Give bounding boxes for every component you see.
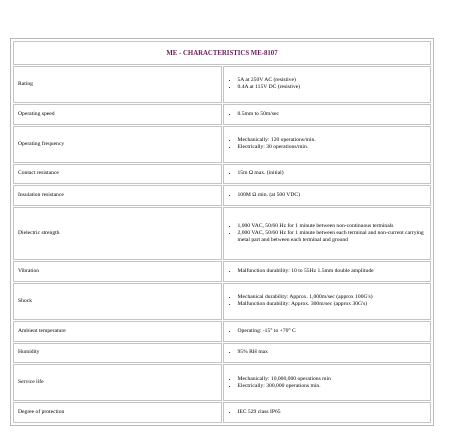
row-value <box>223 364 432 401</box>
value-item: • Electrically: 30 operations/min. <box>238 144 427 151</box>
table-row <box>13 261 431 282</box>
value-item: • Mechanical durability: Approx. 1,000m/sec (approx 100G's) <box>238 294 427 301</box>
table-row <box>13 364 431 401</box>
row-label: Shock <box>13 283 222 320</box>
row-value <box>223 283 432 320</box>
table-title: ME - CHARACTERISTICS ME-8107 <box>13 41 431 65</box>
value-item: • IEC 529 class IP65 <box>238 409 427 416</box>
row-value <box>223 126 432 163</box>
table-row <box>13 207 431 260</box>
value-list <box>228 294 427 308</box>
value-item: • Malfunction durability: Approx. 300m/sec (approx 30G's) <box>238 301 427 308</box>
row-label: Humidity <box>13 343 222 364</box>
table-row <box>13 283 431 320</box>
table-row <box>13 66 431 103</box>
value-item: • Malfunction durability: 10 to 55Hz 1.5mm double amplitude <box>238 268 427 275</box>
row-value <box>223 343 432 364</box>
value-list <box>228 111 427 118</box>
characteristics-table-frame <box>10 38 434 426</box>
value-list <box>228 349 427 356</box>
value-item: • 95% RH max <box>238 349 427 356</box>
row-value <box>223 104 432 125</box>
row-value <box>223 321 432 342</box>
value-item: • 15m Ω max. (initial) <box>238 170 427 177</box>
value-list <box>228 137 427 151</box>
value-item: • 100M Ω min. (at 500 VDC) <box>238 192 427 199</box>
row-value <box>223 207 432 260</box>
row-value <box>223 402 432 423</box>
row-value <box>223 66 432 103</box>
row-label: Vibration <box>13 261 222 282</box>
row-label: Rating <box>13 66 222 103</box>
value-list <box>228 77 427 91</box>
value-list <box>228 376 427 390</box>
value-item: • Electrically: 300,000 operations min. <box>238 383 427 390</box>
table-row <box>13 104 431 125</box>
value-list <box>228 328 427 335</box>
table-row <box>13 402 431 423</box>
row-label: Operating frequency <box>13 126 222 163</box>
value-item: • Mechanically: 10,000,000 operations min <box>238 376 427 383</box>
row-label: Service life <box>13 364 222 401</box>
row-label: Contact resistance <box>13 164 222 185</box>
row-value <box>223 185 432 206</box>
row-label: Insulation resistance <box>13 185 222 206</box>
table-row <box>13 343 431 364</box>
characteristics-table <box>12 40 432 424</box>
value-list <box>228 192 427 199</box>
value-item: • 1,000 VAC, 50/60 Hz for 1 minute between non-continuous terminals <box>238 223 427 230</box>
value-item: • Mechanically: 120 operations/min. <box>238 137 427 144</box>
value-list <box>228 409 427 416</box>
value-list <box>228 268 427 275</box>
row-label: Ambient temperature <box>13 321 222 342</box>
table-row <box>13 126 431 163</box>
row-label: Degree of protection <box>13 402 222 423</box>
value-item: • 0.4A at 115V DC (resistive) <box>238 84 427 91</box>
table-title-row <box>13 41 431 65</box>
value-item: • Operating: -15° to +70° C <box>238 328 427 335</box>
table-row <box>13 164 431 185</box>
value-item: • 0.5mm to 50m/sec <box>238 111 427 118</box>
table-row <box>13 185 431 206</box>
value-list <box>228 170 427 177</box>
row-label: Dielectric strength <box>13 207 222 260</box>
value-item: • 2,000 VAC, 50/60 Hz for 1 minute between each terminal and non-current carrying metal part and between each terminal and ground <box>238 230 427 244</box>
row-value <box>223 164 432 185</box>
table-row <box>13 321 431 342</box>
value-item: • 5A at 250V AC (resistive) <box>238 77 427 84</box>
row-value <box>223 261 432 282</box>
value-list <box>228 223 427 244</box>
row-label: Operating speed <box>13 104 222 125</box>
